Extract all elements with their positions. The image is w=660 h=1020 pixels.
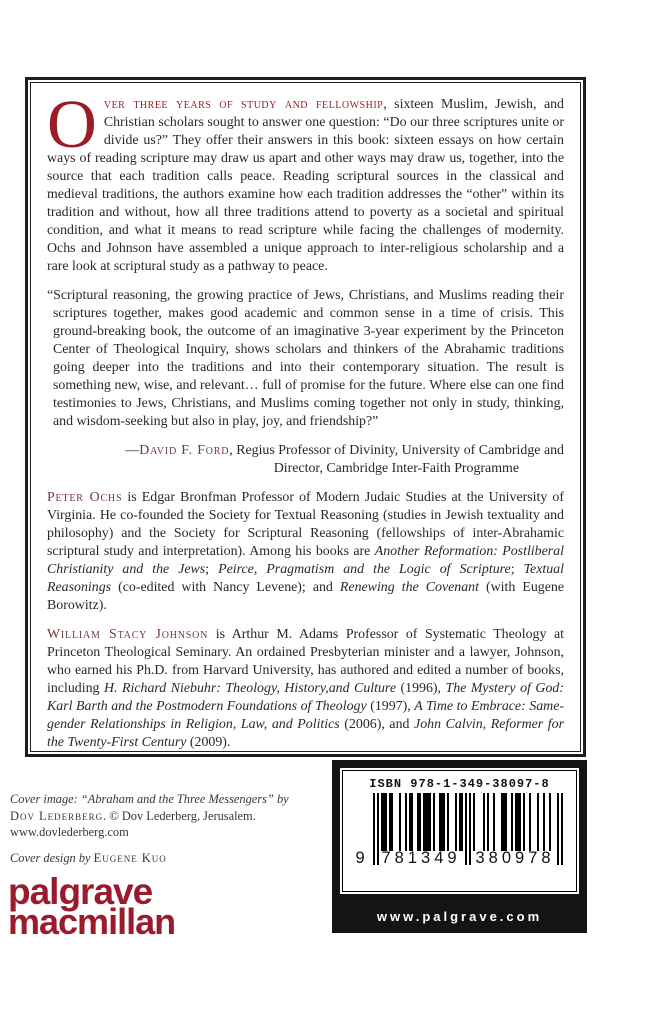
- bio-ochs-text1: is Edgar Bronfman Professor of Modern Judaic Studies at the University of Virginia. He co-founded the Society for Textual Reasoning (studies in Jewish textuality and philosophy) and the Society for Scriptural Reasoning (fellowships of inter-Abrahamic scriptural study and interpretation). Among his books are: [47, 490, 565, 559]
- isbn-label: ISBN 978-1-349-38097-8: [369, 777, 550, 791]
- bio-johnson-sep3: (2006), and: [339, 717, 415, 732]
- design-credit-prefix: Cover design by: [10, 850, 94, 865]
- bio-ochs-title2: Peirce, Pragmatism and the Logic of Scripture: [218, 562, 511, 577]
- bio-ochs-title1: Another Reformation: Postliberal Christianity and the Jews: [47, 544, 564, 577]
- design-credit: [10, 850, 325, 867]
- bio-ochs-name: Peter Ochs: [47, 490, 123, 505]
- bio-johnson-text1: is Arthur M. Adams Professor of Systematic Theology at Princeton Theological Seminary. An ordained Presbyterian minister and a lawyer, Johnson, who earned his Ph.D. from Harvard University, has authored and edited a number of books, including: [47, 627, 564, 696]
- barcode-bar: [423, 793, 431, 851]
- bio-ochs-text2: (co-edited with Nancy Levene); and: [111, 580, 340, 595]
- bio-johnson-sep1: (1996),: [395, 681, 446, 696]
- bio-johnson-title4: John Calvin, Reformer for the Twenty-First Century: [47, 717, 564, 750]
- bio-ochs-title4: Renewing the Covenant: [339, 580, 479, 595]
- barcode-digit-group2: 380978: [475, 849, 555, 867]
- bio-johnson-title3: A Time to Embrace: Same-gender Relationships in Religion, Law, and Politics: [47, 699, 564, 732]
- artist-name: Dov Lederberg: [10, 808, 104, 823]
- logo-macmillan: macmillan: [8, 901, 176, 942]
- attribution-dash: —: [125, 443, 140, 458]
- review-quote: [47, 287, 564, 431]
- drop-cap: O: [47, 86, 97, 162]
- cover-image-credit: Cover image: “Abraham and the Three Messengers” by: [10, 792, 289, 806]
- barcode-bar: [561, 793, 563, 865]
- bio-ochs-sep1: ;: [205, 562, 219, 577]
- attribution-name: David F. Ford: [139, 443, 230, 458]
- credits-block: [10, 791, 325, 866]
- barcode-white-box: [340, 768, 579, 894]
- barcode-panel: [332, 760, 587, 933]
- attribution-rest: , Regius Professor of Divinity, University of Cambridge and: [229, 443, 564, 458]
- barcode-space: [475, 793, 483, 851]
- logo-palgrave: palgrave: [8, 871, 153, 912]
- bio-johnson-sep2: (1997),: [366, 699, 415, 714]
- artist-credit: [10, 808, 325, 825]
- barcode-digit-lead: 9: [355, 849, 365, 867]
- blurb-paragraph: [47, 86, 565, 276]
- bio-ochs-sep2: ;: [510, 562, 524, 577]
- bio-johnson-name: William Stacy Johnson: [47, 627, 209, 642]
- bio-johnson-sep4: (2009).: [186, 735, 231, 750]
- blurb-box: [25, 77, 586, 757]
- artist-credit-rest: . © Dov Lederberg, Jerusalem.: [103, 808, 256, 823]
- barcode-white-inner: [342, 770, 577, 892]
- blurb-body-text: , sixteen Muslim, Jewish, and Christian scholars sought to answer one question: “Do our three scriptures unite or divide us?” They offer their answers in this book: sixteen essays on how certain ways of reading scripture may draw us apart and other ways may draw us, together, into the source that each tradition calls peace. Reading scriptural sources in the classical and medieval traditions, the authors examine how each tradition addresses the “other” within its tradition and without, how all three traditions attend to poverty as a societal and spiritual condition, and what it means to read scripture while facing the challenges of modernity. Ochs and Johnson have assembled a unique approach to inter-religious scholarship and a rare look at scriptural study as a pathway to peace.: [47, 97, 565, 274]
- publisher-website: www.palgrave.com: [376, 909, 543, 924]
- bio-ochs-text3: (with Eugene Borowitz).: [47, 580, 565, 613]
- artist-url: www.dovlederberg.com: [10, 825, 129, 839]
- bio-ochs: [47, 489, 564, 615]
- review-quote-text: “Scriptural reasoning, the growing practice of Jews, Christians, and Muslims reading their scriptures together, makes good academic and common sense in a time of crisis. This ground-breaking book, the outcome of an imaginative 3-year experiment by the Princeton Center of Theological Inquiry, shows scholars and thinkers of the Abrahamic traditions going deeper into the traditions and into their contemporary situation. The result is something new, wise, and relevant… full of promise for the future. Where else can one find testimonies to Jews, Christians, and Muslims coming together not only in study, thinking, and wisdom-seeking but also in play, joy, and friendship?”: [47, 288, 564, 429]
- review-attribution: [47, 442, 564, 478]
- barcode-digit-group1: 781349: [381, 849, 461, 867]
- bio-ochs-title3: Textual Reasonings: [47, 562, 564, 595]
- bio-johnson-title2: The Mystery of God: Karl Barth and the Postmodern Foundations of Theology: [47, 681, 564, 714]
- blurb-box-inner: [30, 82, 581, 752]
- bio-johnson: [47, 626, 564, 752]
- bio-johnson-title1: H. Richard Niebuhr: Theology, History,and Culture: [103, 681, 396, 696]
- publisher-logo: [8, 871, 176, 942]
- barcode-area: [357, 793, 563, 875]
- designer-name: Eugene Kuo: [93, 850, 167, 865]
- attribution-line2: Director, Cambridge Inter-Faith Programme: [273, 461, 519, 476]
- blurb-opening-smallcaps: ver three years of study and fellowship: [103, 97, 384, 112]
